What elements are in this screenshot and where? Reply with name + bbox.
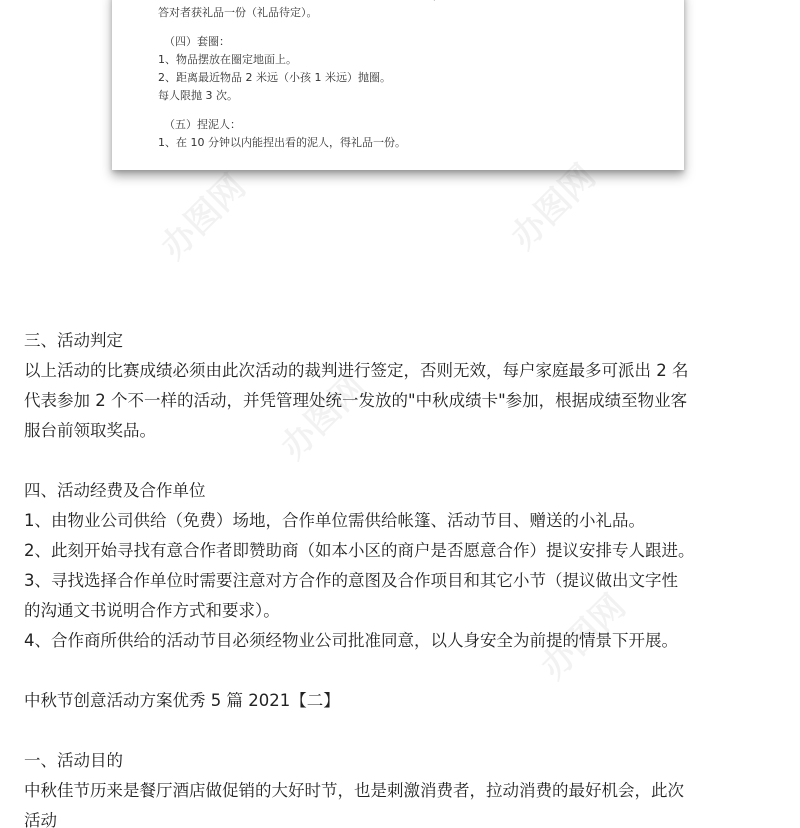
watermark: 办图网 — [153, 166, 254, 268]
card-section4-title: （四）套圈： — [164, 35, 230, 48]
section4-title: 四、活动经费及合作单位 — [24, 481, 206, 500]
part1-title: 一、活动目的 — [24, 751, 123, 770]
section4-line: 1、由物业公司供给（免费）场地，合作单位需供给帐篷、活动节目、赠送的小礼品。 — [24, 511, 645, 530]
watermark: 办图网 — [503, 156, 604, 258]
card-content — [158, 0, 664, 152]
section4-line: 的沟通文书说明合作方式和要求）。 — [24, 601, 280, 620]
watermark: 办图网 — [273, 366, 374, 468]
section3-line: 以上活动的比赛成绩必须由此次活动的裁判进行签定，否则无效，每户家庭最多可派出 2 名 — [24, 361, 689, 380]
card-section5-item: 1、在 10 分钟以内能捏出看的泥人，得礼品一份。 — [158, 136, 406, 149]
doc-title-part2: 中秋节创意活动方案优秀 5 篇 2021【二】 — [24, 691, 340, 710]
card-section4-item: 每人限抛 3 次。 — [158, 89, 238, 102]
card-section4-item: 2、距离最近物品 2 米远（小孩 1 米远）抛圈。 — [158, 71, 391, 84]
document-body — [24, 326, 784, 828]
section4-line: 2、此刻开始寻找有意合作者即赞助商（如本小区的商户是否愿意合作）提议安排专人跟进。 — [24, 541, 695, 560]
section3-line: 服台前领取奖品。 — [24, 421, 156, 440]
section4-line: 4、合作商所供给的活动节目必须经物业公司批准同意，以人身安全为前提的情景下开展。 — [24, 631, 678, 650]
card-section4-item: 1、物品摆放在圈定地面上。 — [158, 53, 297, 66]
card-cut-line — [158, 0, 664, 4]
section3-line: 代表参加 2 个不一样的活动，并凭管理处统一发放的"中秋成绩卡"参加，根据成绩至物业客 — [24, 391, 688, 410]
card-section5-title: （五）捏泥人： — [164, 118, 241, 131]
part1-line: 中秋佳节历来是餐厅酒店做促销的大好时节，也是刺激消费者，拉动消费的最好机会，此次 — [24, 781, 684, 800]
section4-line: 3、寻找选择合作单位时需要注意对方合作的意图及合作项目和其它小节（提议做出文字性 — [24, 571, 678, 590]
section3-title: 三、活动判定 — [24, 331, 123, 350]
watermark: 办图网 — [533, 586, 634, 688]
card-answer-line: 答对者获礼品一份（礼品待定）。 — [158, 6, 318, 19]
part1-line: 活动 — [24, 811, 57, 828]
embedded-page-card — [112, 0, 684, 170]
